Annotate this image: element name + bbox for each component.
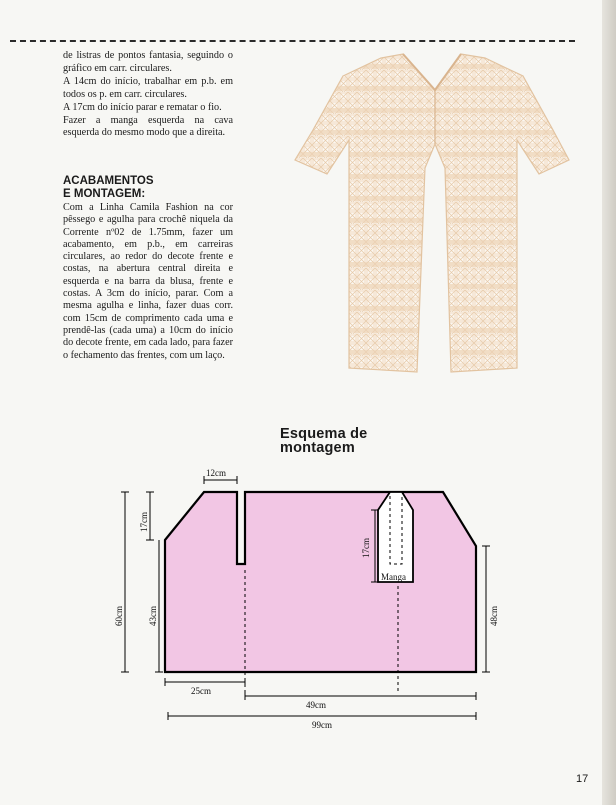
top-divider (10, 40, 575, 42)
paragraph: Fazer a manga esquerda na cava esquerda do mesmo modo que a direita. (63, 114, 233, 139)
cardigan-body (295, 54, 569, 372)
title-line: montagem (280, 439, 355, 456)
assembly-diagram (100, 460, 500, 740)
heading-line: E MONTAGEM: (63, 187, 146, 200)
body-height-left-label: 43cm (148, 606, 158, 626)
title-line: Esquema de (280, 426, 368, 442)
total-height-label: 60cm (114, 606, 124, 626)
sleeve-label: Manga (381, 572, 406, 582)
center-width-label: 49cm (306, 700, 326, 710)
lace-cardigan-illustration (285, 48, 580, 383)
sleeve-length-label: 17cm (361, 538, 371, 558)
neck-width-label: 12cm (206, 468, 226, 478)
finishing-heading (63, 175, 233, 200)
paragraph: de listras de pontos fantasia, seguindo o gráfico em carr. circulares. (63, 50, 233, 74)
garment-body-shape (165, 492, 476, 672)
instructions-continued (63, 50, 233, 140)
shoulder-height-label: 17cm (139, 512, 149, 532)
diagram-title (280, 428, 400, 455)
body-height-right-label: 48cm (489, 606, 499, 626)
total-width-label: 99cm (312, 720, 332, 730)
page-edge (602, 0, 616, 805)
sleeve-shape (378, 492, 413, 582)
left-width-label: 25cm (191, 686, 211, 696)
heading-line: ACABAMENTOS (63, 175, 154, 187)
finishing-text: Com a Linha Camila Fashion na cor pêssego e agulha para crochê niquela da Corrente nº02 de 1.75mm, fazer um acabamento, em p.b., em carreiras circulares, ao redor do decote frente e costas, na abertura central direita e esquerda e na barra da blusa, frente e costas. A 3cm do início, parar. Com a mesma agulha e linha, fazer duas corr. com 15cm de comprimento cada uma e prendê-las (cada uma) a 10cm do início do decote frente, em cada lado, para fazer o fechamento das frentes, com um laço. (63, 202, 233, 361)
paragraph: A 17cm do início parar e rematar o fio. (63, 101, 222, 113)
garment-photo (285, 48, 580, 383)
page-number: 17 (576, 773, 589, 785)
paragraph: A 14cm do início, trabalhar em p.b. em todos os p. em carr. circulares. (63, 75, 233, 100)
